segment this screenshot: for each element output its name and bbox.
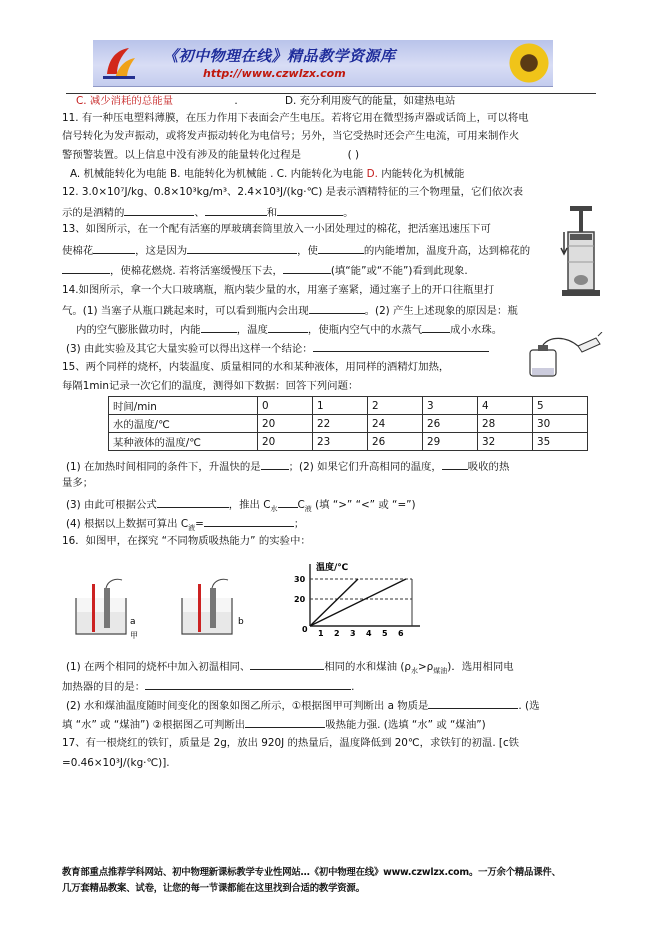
answer-blank[interactable] bbox=[442, 458, 468, 470]
table-cell: 23 bbox=[313, 433, 368, 451]
table-row bbox=[109, 415, 588, 433]
q17-line2: =0.46×10³J/(kg·℃)]. bbox=[62, 757, 170, 769]
table-cell: 20 bbox=[258, 415, 313, 433]
q13-line2 bbox=[62, 242, 530, 258]
q15-text: ；(2) 如果它们升高相同的温度， bbox=[288, 461, 442, 473]
table-row bbox=[109, 397, 588, 415]
q13-text: ，这是因为 bbox=[135, 245, 188, 257]
option-line bbox=[76, 94, 455, 108]
q13-text: ，使 bbox=[297, 245, 318, 257]
table-cell: 2 bbox=[368, 397, 423, 415]
line-fast bbox=[310, 579, 358, 626]
q16-2-line bbox=[66, 697, 539, 713]
label-a: a bbox=[130, 617, 136, 627]
y-label: 温度/℃ bbox=[316, 563, 349, 573]
q13-line1: 13、如图所示，在一个配有活塞的厚玻璃套筒里放入一小团处理过的棉花，把活塞迅速压下可 bbox=[62, 223, 491, 235]
q14-text: 气。(1) 当塞子从瓶口跳起来时，可以看到瓶内会出现 bbox=[62, 305, 309, 317]
table-cell: 22 bbox=[313, 415, 368, 433]
table-cell: 4 bbox=[478, 397, 533, 415]
table-cell: 26 bbox=[368, 433, 423, 451]
q11-line2: 信号转化为发声振动，或将发声振动转化为电信号；另外，当它受热时还会产生电流，可用来制作火 bbox=[62, 130, 520, 142]
q12-end: 。 bbox=[343, 207, 354, 219]
q14-text: ，温度 bbox=[236, 324, 268, 336]
option-c: C. 减少消耗的总能量 bbox=[76, 95, 173, 107]
subscript: 煤油 bbox=[433, 667, 448, 676]
answer-blank[interactable] bbox=[205, 204, 267, 216]
q13-line3 bbox=[62, 262, 468, 278]
q11-stem: 警预警装置。以上信息中没有涉及的能量转化过程是 bbox=[62, 149, 301, 161]
answer-blank[interactable] bbox=[187, 242, 297, 254]
table-cell: 5 bbox=[533, 397, 588, 415]
header-banner bbox=[93, 40, 553, 87]
x-tick-label: 1 bbox=[318, 629, 324, 638]
q11-line3 bbox=[62, 148, 359, 162]
q14-text: 。(2) 产生上述现象的原因是：瓶 bbox=[364, 305, 518, 317]
x-origin: 0 bbox=[302, 625, 308, 634]
q15-line1: 15、两个同样的烧杯，内装温度、质量相同的水和某种液体，用同样的酒精灯加热， bbox=[62, 361, 450, 373]
q15-text: C bbox=[297, 499, 305, 511]
q15-text: ； bbox=[293, 518, 305, 530]
table-cell: 30 bbox=[533, 415, 588, 433]
beaker-b bbox=[182, 579, 232, 634]
q15-text: (4) 根据以上数据可算出 C bbox=[66, 518, 189, 530]
q14-text: (3) 由此实验及其它大量实验可以得出这样一个结论： bbox=[66, 343, 313, 355]
table-cell: 35 bbox=[533, 433, 588, 451]
subscript: 液 bbox=[304, 505, 312, 514]
table-cell: 20 bbox=[258, 433, 313, 451]
figure-16-graph bbox=[294, 560, 424, 640]
q15-3-line bbox=[66, 496, 416, 516]
q15-text: ，推出 C bbox=[228, 499, 271, 511]
answer-blank[interactable] bbox=[93, 242, 135, 254]
line-slow bbox=[310, 579, 406, 626]
x-tick-label: 2 bbox=[334, 629, 340, 638]
q15-text: = bbox=[195, 518, 204, 530]
x-tick-label: 3 bbox=[350, 629, 356, 638]
answer-blank[interactable] bbox=[201, 321, 237, 333]
banner-title: 《初中物理在线》精品教学资源库 bbox=[163, 47, 396, 65]
q16-text: 填 “水” 或 “煤油”) ②根据图乙可判断出 bbox=[62, 719, 246, 731]
answer-blank[interactable] bbox=[157, 496, 229, 508]
answer-blank[interactable] bbox=[278, 496, 298, 508]
q16-text: >ρ bbox=[417, 661, 434, 673]
subscript: 水 bbox=[410, 667, 418, 676]
bottle-pump-figure bbox=[526, 332, 604, 382]
answer-blank[interactable] bbox=[268, 321, 308, 333]
q16-text: 加热器的目的是： bbox=[62, 681, 146, 693]
option-d: D. 充分利用废气的能量，如建热电站 bbox=[284, 95, 456, 107]
q14-text: ，使瓶内空气中的水蒸气 bbox=[307, 324, 423, 336]
q13-text: 的内能增加，温度升高，达到棉花的 bbox=[363, 245, 531, 257]
q15-text: (1) 在加热时间相同的条件下，升温快的是 bbox=[66, 461, 261, 473]
table-cell: 3 bbox=[423, 397, 478, 415]
q16-text: 吸热能力强. (选填 “水” 或 “煤油”) bbox=[325, 719, 486, 731]
q16-1b-line bbox=[62, 678, 354, 694]
answer-blank[interactable] bbox=[261, 458, 289, 470]
table-row bbox=[109, 433, 588, 451]
q16-text: . bbox=[351, 681, 355, 693]
q11-options bbox=[70, 167, 464, 181]
subscript: 液 bbox=[188, 524, 196, 533]
answer-blank[interactable] bbox=[422, 321, 450, 333]
q14-line4 bbox=[66, 340, 489, 356]
q16-text: )．选用相同电 bbox=[447, 661, 514, 673]
table-row-header: 某种液体的温度/℃ bbox=[109, 433, 258, 451]
q11-option-d-letter: D. bbox=[366, 168, 378, 180]
footer-line1: 教育部重点推荐学科网站、初中物理新课标教学专业性网站…《初中物理在线》www.czwlzx.com。一万余个精品课件、 bbox=[62, 867, 561, 878]
q12-and: 和 bbox=[266, 207, 278, 219]
q16-line1: 16．如图甲，在探究 “不同物质吸热能力” 的实验中： bbox=[62, 535, 311, 547]
q15-1b: 量多； bbox=[62, 477, 94, 489]
table-cell: 24 bbox=[368, 415, 423, 433]
q16-text: (2) 水和煤油温度随时间变化的图象如图乙所示，①根据图甲可判断出 a 物质是 bbox=[66, 700, 429, 712]
table-row-header: 时间/min bbox=[109, 397, 258, 415]
banner-url[interactable]: http://www.czwlzx.com bbox=[203, 67, 346, 80]
q15-1-line bbox=[66, 458, 509, 474]
q15-4-line bbox=[66, 515, 304, 535]
answer-paren: ( ) bbox=[347, 149, 360, 161]
q13-text: ，使棉花燃烧. 若将活塞缓慢压下去， bbox=[110, 265, 283, 277]
q11-line1: 11. 有一种压电塑料薄膜，在压力作用下表面会产生电压。若将它用在微型扬声器或话筒上，可以将电 bbox=[62, 112, 529, 124]
answer-blank[interactable] bbox=[145, 678, 351, 690]
dot: . bbox=[234, 95, 238, 107]
table-row-header: 水的温度/℃ bbox=[109, 415, 258, 433]
q14-text: 成小水珠。 bbox=[450, 324, 503, 336]
q13-text: (填“能”或“不能”)看到此现象. bbox=[330, 265, 468, 277]
q14-line1: 14.如图所示，拿一个大口玻璃瓶，瓶内装少量的水，用塞子塞紧，通过塞子上的开口往瓶里打 bbox=[62, 284, 495, 296]
q12-sep: 、 bbox=[194, 207, 205, 219]
site-logo bbox=[99, 44, 139, 82]
table-cell: 0 bbox=[258, 397, 313, 415]
table-cell: 29 bbox=[423, 433, 478, 451]
table-cell: 1 bbox=[313, 397, 368, 415]
q11-options-abc: A. 机械能转化为电能 B. 电能转化为机械能 . C. 内能转化为电能 bbox=[70, 168, 364, 180]
answer-blank[interactable] bbox=[124, 204, 194, 216]
q16-text: . (选 bbox=[518, 700, 540, 712]
q15-text: (填 “>” “<” 或 “=”) bbox=[311, 499, 416, 511]
q16-text: 相同的水和煤油 (ρ bbox=[324, 661, 411, 673]
q16-1-line bbox=[66, 658, 514, 678]
q15-text: 吸收的热 bbox=[467, 461, 510, 473]
answer-blank[interactable] bbox=[250, 658, 324, 670]
answer-blank[interactable] bbox=[62, 262, 110, 274]
x-tick-label: 4 bbox=[366, 629, 372, 638]
q14-line2 bbox=[62, 302, 518, 318]
table-cell: 26 bbox=[423, 415, 478, 433]
answer-blank[interactable] bbox=[204, 515, 294, 527]
answer-blank[interactable] bbox=[313, 340, 489, 352]
figure-16-beakers bbox=[70, 578, 270, 640]
q15-text: (3) 由此可根据公式 bbox=[66, 499, 157, 511]
q15-line2: 每隔1min记录一次它们的温度，测得如下数据：回答下列问题： bbox=[62, 380, 359, 392]
q11-option-d: 内能转化为机械能 bbox=[377, 168, 465, 180]
table-cell: 32 bbox=[478, 433, 533, 451]
q16-text: (1) 在两个相同的烧杯中加入初温相同、 bbox=[66, 661, 251, 673]
q17-line1: 17、有一根烧红的铁钉，质量是 2g，放出 920J 的热量后，温度降低到 20℃，求铁钉的初温. [c铁 bbox=[62, 737, 520, 749]
sunflower-image bbox=[509, 43, 549, 83]
q14-text: 内的空气膨胀做功时，内能 bbox=[76, 324, 201, 336]
q14-line3 bbox=[76, 321, 502, 337]
x-tick-label: 6 bbox=[398, 629, 404, 638]
q12-line2 bbox=[62, 204, 354, 220]
answer-blank[interactable] bbox=[318, 242, 364, 254]
q13-text: 使棉花 bbox=[62, 245, 94, 257]
piston-apparatus-figure bbox=[556, 206, 606, 302]
beaker-a bbox=[76, 579, 126, 634]
table-cell: 28 bbox=[478, 415, 533, 433]
answer-blank[interactable] bbox=[283, 262, 331, 274]
answer-blank[interactable] bbox=[428, 697, 518, 709]
answer-blank[interactable] bbox=[277, 204, 343, 216]
answer-blank[interactable] bbox=[309, 302, 365, 314]
q12-text: 示的是酒精的 bbox=[62, 207, 125, 219]
subscript: 水 bbox=[270, 505, 278, 514]
y-tick-30: 30 bbox=[294, 575, 306, 584]
q16-2b-line bbox=[62, 716, 486, 732]
caption-jia: 甲 bbox=[130, 631, 138, 640]
label-b: b bbox=[238, 617, 244, 627]
answer-blank[interactable] bbox=[245, 716, 325, 728]
q12-line1: 12. 3.0×10⁷J/kg、0.8×10³kg/m³、2.4×10³J/(kg·℃) 是表示酒精特征的三个物理量，它们依次表 bbox=[62, 186, 524, 198]
x-tick-label: 5 bbox=[382, 629, 388, 638]
temperature-table bbox=[108, 396, 588, 451]
y-tick-20: 20 bbox=[294, 595, 306, 604]
footer-line2: 几万套精品教案、试卷，让您的每一节课都能在这里找到合适的教学资源。 bbox=[62, 883, 365, 894]
